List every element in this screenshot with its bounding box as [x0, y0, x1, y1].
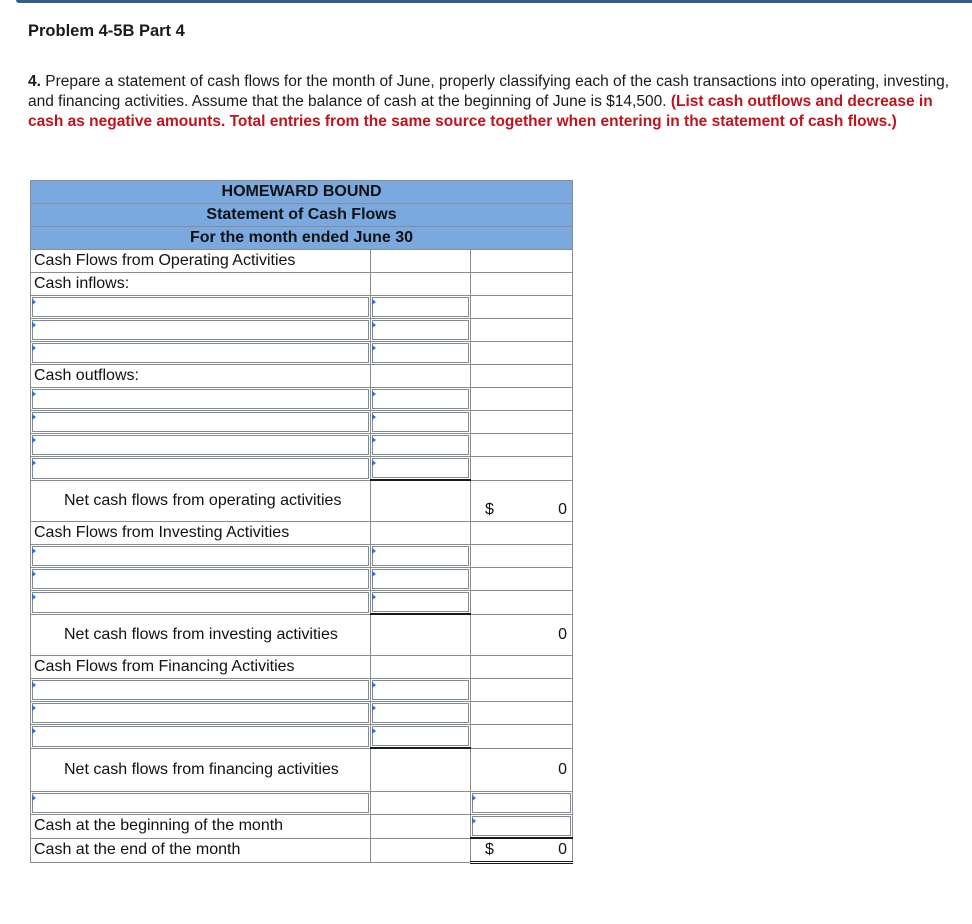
- empty-cell: [471, 702, 573, 725]
- empty-cell: [471, 342, 573, 365]
- cash-flow-statement: [30, 180, 573, 864]
- cash-end-total: [471, 838, 573, 863]
- cash-inflows-label: Cash inflows:: [31, 273, 371, 296]
- net-investing-value: 0: [471, 614, 573, 656]
- empty-cell: [471, 319, 573, 342]
- empty-cell: [371, 273, 471, 296]
- problem-title: Problem 4-5B Part 4: [28, 22, 185, 40]
- investing-amount-input[interactable]: [371, 545, 471, 568]
- empty-cell: [471, 568, 573, 591]
- empty-cell: [471, 434, 573, 457]
- empty-cell: [471, 457, 573, 481]
- net-investing-label: [31, 614, 371, 656]
- outflow-description-input[interactable]: [31, 457, 371, 481]
- investing-heading: Cash Flows from Investing Activities: [31, 522, 371, 545]
- currency-symbol: $: [485, 841, 494, 858]
- outflow-description-input[interactable]: [31, 388, 371, 411]
- empty-cell: [471, 591, 573, 615]
- net-financing-text: Net cash flows from financing activities: [64, 761, 339, 779]
- investing-description-input[interactable]: [31, 568, 371, 591]
- statement-period: For the month ended June 30: [31, 227, 573, 250]
- empty-cell: [371, 815, 471, 839]
- financing-description-input[interactable]: [31, 679, 371, 702]
- net-change-amount-input[interactable]: [471, 792, 573, 815]
- empty-cell: [371, 480, 471, 522]
- empty-cell: [471, 273, 573, 296]
- operating-heading: Cash Flows from Operating Activities: [31, 250, 371, 273]
- instruction-number: 4.: [28, 73, 41, 90]
- cash-outflows-label: Cash outflows:: [31, 365, 371, 388]
- financing-description-input[interactable]: [31, 702, 371, 725]
- investing-amount-input[interactable]: [371, 568, 471, 591]
- inflow-description-input[interactable]: [31, 342, 371, 365]
- financing-amount-input[interactable]: [371, 725, 471, 749]
- financing-amount-input[interactable]: [371, 679, 471, 702]
- empty-cell: [471, 411, 573, 434]
- net-operating-value: 0: [558, 501, 568, 518]
- inflow-description-input[interactable]: [31, 319, 371, 342]
- empty-cell: [471, 725, 573, 749]
- empty-cell: [471, 679, 573, 702]
- empty-cell: [471, 656, 573, 679]
- outflow-amount-input[interactable]: [371, 411, 471, 434]
- currency-symbol: $: [485, 501, 494, 518]
- outflow-description-input[interactable]: [31, 434, 371, 457]
- empty-cell: [471, 365, 573, 388]
- net-operating-text: Net cash flows from operating activities: [64, 492, 342, 510]
- company-name: HOMEWARD BOUND: [31, 181, 573, 204]
- cash-end-label: Cash at the end of the month: [31, 838, 371, 863]
- net-financing-label: [31, 748, 371, 792]
- cash-begin-amount-input[interactable]: [471, 815, 573, 839]
- financing-amount-input[interactable]: [371, 702, 471, 725]
- financing-heading: Cash Flows from Financing Activities: [31, 656, 371, 679]
- net-investing-text: Net cash flows from investing activities: [64, 626, 338, 644]
- empty-cell: [371, 838, 471, 863]
- net-financing-value: 0: [471, 748, 573, 792]
- empty-cell: [371, 365, 471, 388]
- empty-cell: [471, 388, 573, 411]
- financing-description-input[interactable]: [31, 725, 371, 749]
- net-operating-total: [471, 480, 573, 522]
- outflow-description-input[interactable]: [31, 411, 371, 434]
- empty-cell: [471, 545, 573, 568]
- empty-cell: [371, 250, 471, 273]
- instruction-text: Prepare a statement of cash flows for the month of June, properly classifying each of the cash transactions into operating, investing, and financing activities. Assume that the balance of cash at the beginning of June is $14,500.: [28, 73, 950, 110]
- cash-end-value: 0: [558, 841, 568, 858]
- inflow-amount-input[interactable]: [371, 342, 471, 365]
- net-operating-label: [31, 480, 371, 522]
- statement-name: Statement of Cash Flows: [31, 204, 573, 227]
- investing-amount-input[interactable]: [371, 591, 471, 615]
- outflow-amount-input[interactable]: [371, 457, 471, 481]
- empty-cell: [371, 748, 471, 792]
- outflow-amount-input[interactable]: [371, 388, 471, 411]
- inflow-amount-input[interactable]: [371, 319, 471, 342]
- instructions: [28, 72, 963, 132]
- cash-begin-label: Cash at the beginning of the month: [31, 815, 371, 839]
- empty-cell: [371, 522, 471, 545]
- net-change-description-input[interactable]: [31, 792, 371, 815]
- outflow-amount-input[interactable]: [371, 434, 471, 457]
- empty-cell: [371, 656, 471, 679]
- inflow-description-input[interactable]: [31, 296, 371, 319]
- empty-cell: [471, 250, 573, 273]
- inflow-amount-input[interactable]: [371, 296, 471, 319]
- empty-cell: [371, 614, 471, 656]
- investing-description-input[interactable]: [31, 545, 371, 568]
- top-border: [16, 0, 972, 3]
- instruction-highlight: (List cash outflows and decrease in cash as negative amounts. Total entries from the same source together when entering in the statement of cash flows.): [28, 93, 933, 130]
- empty-cell: [471, 296, 573, 319]
- investing-description-input[interactable]: [31, 591, 371, 615]
- empty-cell: [371, 792, 471, 815]
- empty-cell: [471, 522, 573, 545]
